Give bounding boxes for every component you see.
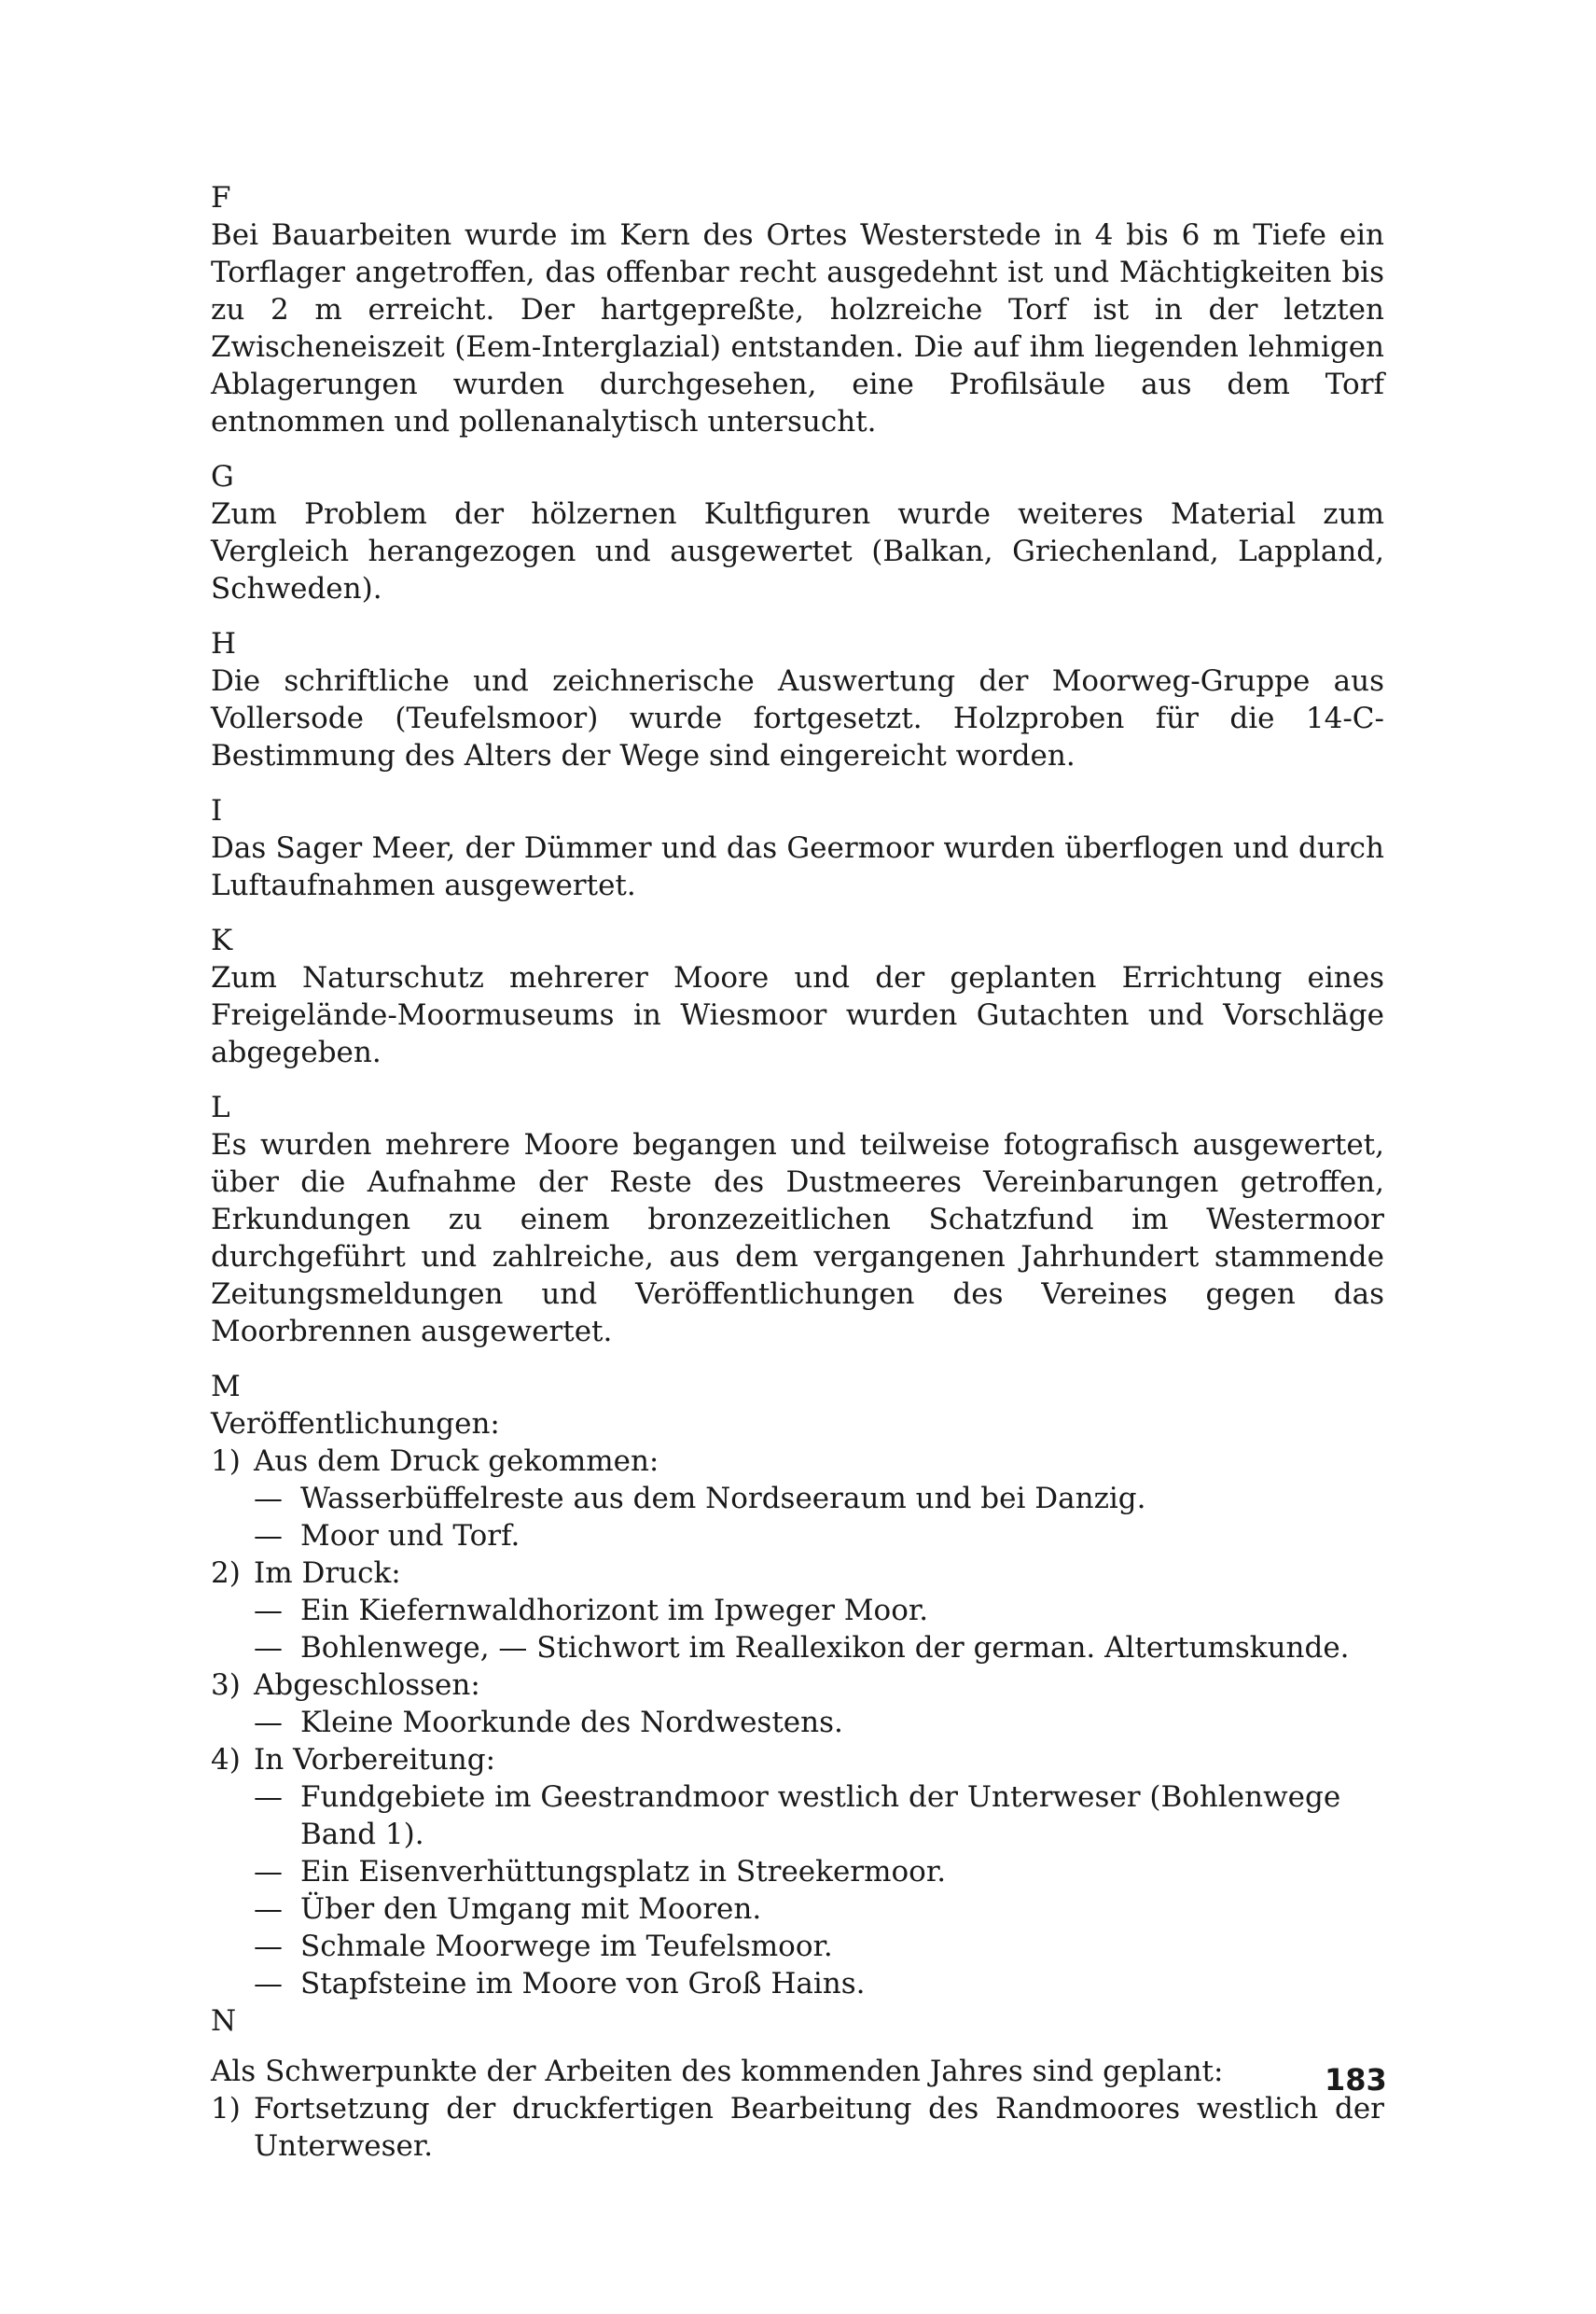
dash-glyph: — [254, 1780, 283, 1814]
section-text: Zum Problem der hölzernen Kultfiguren wurde weiteres Material zum Vergleich herangezogen und ausgewertet (Balkan, Griechenland, Lappland, Schweden). [211, 497, 1384, 606]
page-content [211, 179, 1384, 2182]
section-n [211, 2002, 1384, 2165]
dash-glyph: — [254, 1892, 283, 1926]
sub-item-text: Ein Eisenverhüttungsplatz in Streekermoor. [300, 1855, 947, 1889]
sub-item-text: Stapfsteine im Moore von Groß Hains. [300, 1967, 866, 2000]
section-g [211, 458, 1384, 607]
section-letter: M [211, 1370, 241, 1403]
sub-item [211, 1928, 1384, 1965]
sub-item-text: Schmale Moorwege im Teufelsmoor. [300, 1930, 833, 1963]
dash-glyph: — [254, 1967, 283, 2000]
section-text: Die schriftliche und zeichnerische Auswertung der Moorweg-Gruppe aus Vollersode (Teufelsmoor) wurde fortgesetzt. Holzproben für die 14-C-Bestimmung des Alters der Wege sind eingereicht worden. [211, 664, 1384, 773]
sub-item-text: Über den Umgang mit Mooren. [300, 1892, 762, 1926]
dash-glyph: — [254, 1930, 283, 1963]
sub-item [211, 1778, 1384, 1853]
list-number: 2) [211, 1556, 241, 1590]
section-text: Das Sager Meer, der Dümmer und das Geermoor wurden überflogen und durch Luftaufnahmen ausgewertet. [211, 831, 1384, 902]
dash-glyph: — [254, 1482, 283, 1515]
sub-item [211, 1629, 1384, 1666]
section-letter: G [211, 460, 234, 494]
section-letter: L [211, 1091, 230, 1124]
sub-item-text: Bohlenwege, — Stichwort im Reallexikon der german. Altertumskunde. [300, 1631, 1350, 1665]
sub-item [211, 1890, 1384, 1928]
dash-glyph: — [254, 1631, 283, 1665]
sub-item-text: Ein Kiefernwaldhorizont im Ipweger Moor. [300, 1594, 929, 1627]
sub-item [211, 1480, 1384, 1517]
section-k [211, 922, 1384, 1071]
list-number: 3) [211, 1668, 241, 1702]
section-i [211, 792, 1384, 904]
dash-glyph: — [254, 1519, 283, 1553]
section-l [211, 1089, 1384, 1350]
sub-item-text: Moor und Torf. [300, 1519, 520, 1553]
list-item [211, 1443, 1384, 1480]
section-letter: K [211, 924, 233, 957]
sub-item [211, 1853, 1384, 1890]
sub-item [211, 1592, 1384, 1629]
sub-item-text: Kleine Moorkunde des Nordwestens. [300, 1706, 843, 1739]
sub-item [211, 1517, 1384, 1554]
sub-item [211, 1965, 1384, 2002]
sub-item [211, 1704, 1384, 1741]
sub-item-text: Fundgebiete im Geestrandmoor westlich der Unterweser (Bohlenwege Band 1). [300, 1780, 1341, 1851]
list-text: Fortsetzung der druckfertigen Bearbeitung des Randmoores westlich der Unterweser. [254, 2092, 1384, 2163]
list-item [211, 1554, 1384, 1592]
list-label: Abgeschlossen: [254, 1668, 480, 1702]
section-text: Es wurden mehrere Moore begangen und teilweise fotografisch ausgewertet, über die Aufnahme der Reste des Dustmeeres Vereinbarungen getroffen, Erkundungen zu einem bronzezeitlichen Schatzfund im Westermoor durchgeführt und zahlreiche, aus dem vergangenen Jahrhundert stammende Zeitungsmeldungen und Veröffentlichungen des Vereines gegen das Moorbrennen ausgewertet. [211, 1128, 1384, 1348]
list-label: Im Druck: [254, 1556, 401, 1590]
section-m [211, 1368, 1384, 2002]
list-number: 1) [211, 2092, 241, 2126]
list-item [211, 1741, 1384, 1778]
dash-glyph: — [254, 1594, 283, 1627]
sub-item-text: Wasserbüffelreste aus dem Nordseeraum und bei Danzig. [300, 1482, 1146, 1515]
section-letter: F [211, 181, 231, 215]
section-h [211, 625, 1384, 774]
section-letter: H [211, 627, 237, 661]
dash-glyph: — [254, 1706, 283, 1739]
dash-glyph: — [254, 1855, 283, 1889]
section-f [211, 179, 1384, 440]
section-text: Zum Naturschutz mehrerer Moore und der geplanten Errichtung eines Freigelände-Moormuseums in Wiesmoor wurden Gutachten und Vorschläge abgegeben. [211, 961, 1384, 1069]
page-number: 183 [1325, 2062, 1387, 2098]
plans-heading: Als Schwerpunkte der Arbeiten des kommenden Jahres sind geplant: [211, 2055, 1224, 2088]
list-number: 4) [211, 1743, 241, 1777]
section-letter: N [211, 2004, 237, 2038]
list-item [211, 2090, 1384, 2165]
list-label: Aus dem Druck gekommen: [254, 1444, 659, 1478]
list-number: 1) [211, 1444, 241, 1478]
publications-heading: Veröffentlichungen: [211, 1407, 500, 1441]
list-label: In Vorbereitung: [254, 1743, 496, 1777]
section-letter: I [211, 794, 223, 828]
list-item [211, 1666, 1384, 1704]
section-text: Bei Bauarbeiten wurde im Kern des Ortes Westerstede in 4 bis 6 m Tiefe ein Torflager angetroffen, das offenbar recht ausgedehnt ist und Mächtigkeiten bis zu 2 m erreicht. Der hartgepreßte, holzreiche Torf ist in der letzten Zwischeneiszeit (Eem-Interglazial) entstanden. Die auf ihm liegenden lehmigen Ablagerungen wurden durchgesehen, eine Profilsäule aus dem Torf entnommen und pollenanalytisch untersucht. [211, 218, 1384, 439]
